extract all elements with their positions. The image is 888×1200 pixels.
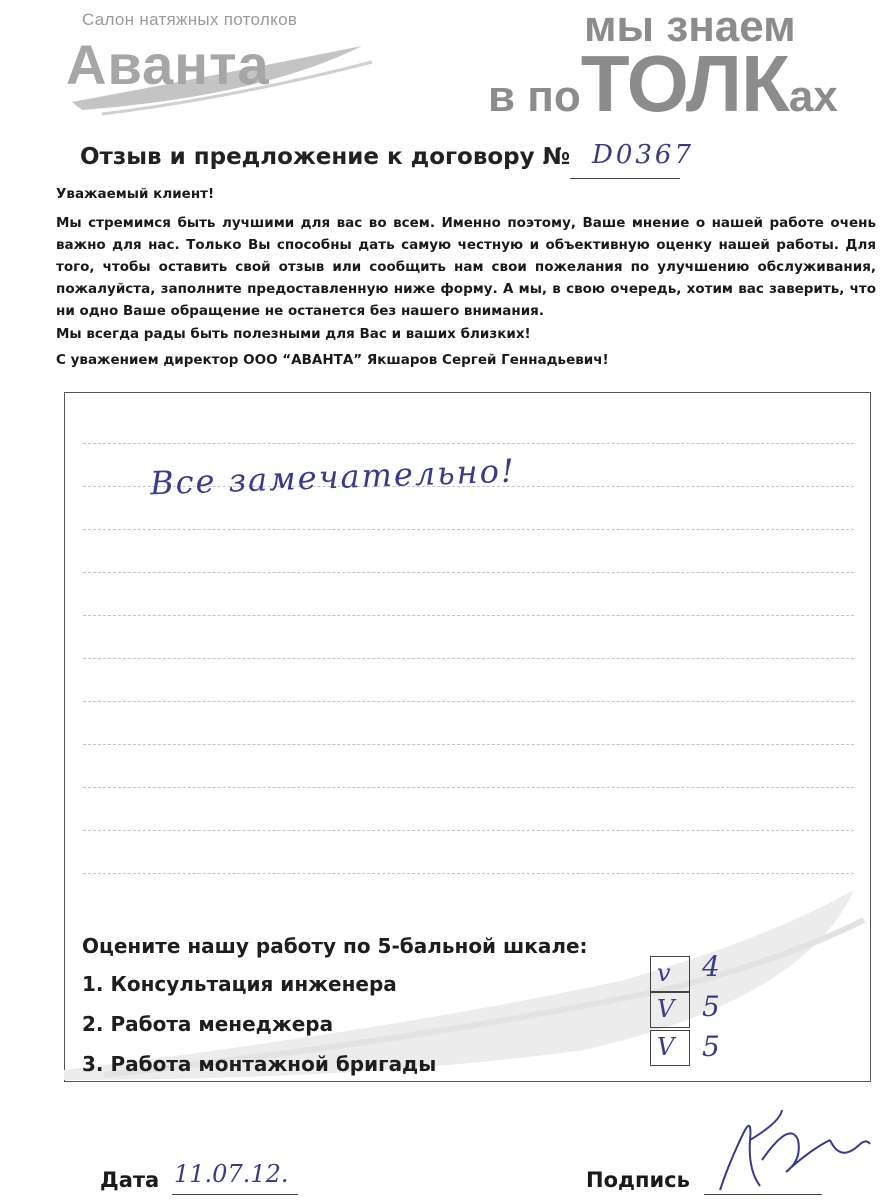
company-logo — [62, 6, 382, 126]
ruled-line — [83, 701, 854, 702]
greeting: Уважаемый клиент! — [56, 186, 215, 202]
criterion-score-1: 4 — [702, 950, 720, 983]
ruled-line — [83, 529, 854, 530]
ruled-line — [83, 873, 854, 874]
criterion-score-3: 5 — [702, 1030, 720, 1063]
ruled-line — [83, 572, 854, 573]
criterion-mark-1: v — [657, 959, 671, 987]
intro-paragraph — [56, 212, 876, 322]
closing-line-1: Мы всегда рады быть полезными для Вас и ваших близких! — [56, 326, 531, 342]
slogan-line1: мы знаем — [584, 2, 796, 51]
criterion-mark-2: V — [657, 995, 675, 1023]
handwritten-feedback: Все замечательно! — [149, 451, 517, 503]
ruled-line — [83, 744, 854, 745]
ruled-line — [83, 787, 854, 788]
slogan-line2 — [488, 38, 838, 130]
criterion-label-1: 1. Консультация инженера — [82, 972, 397, 996]
form-title: Отзыв и предложение к договору № — [80, 144, 571, 170]
criterion-checkbox-2[interactable] — [650, 992, 690, 1028]
ruled-line — [83, 830, 854, 831]
ruled-line — [83, 443, 854, 444]
criterion-checkbox-3[interactable] — [650, 1030, 690, 1066]
rating-heading: Оцените нашу работу по 5-бальной шкале: — [82, 934, 588, 958]
slogan — [488, 2, 868, 128]
criterion-label-3: 3. Работа монтажной бригады — [82, 1052, 437, 1076]
signature-scribble-icon — [690, 1100, 880, 1198]
date-value: 11.07.12. — [174, 1160, 289, 1188]
ruled-line — [83, 615, 854, 616]
intro-text: Мы стремимся быть лучшими для вас во всем. Именно поэтому, Ваше мнение о нашей работе очень важно для нас. Только Вы способны дать самую честную и объективную оценку нашей работы. Для того, чтобы оставить свой отзыв или сообщить нам свои пожелания по улучшению обслуживания, пожалуйста, заполните предоставленную ниже форму. А мы, в свою очередь, хотим вас заверить, что ни одно Ваше обращение не останется без нашего внимания. — [56, 215, 876, 319]
ruled-line — [83, 658, 854, 659]
logo-brand: Аванта — [66, 33, 270, 96]
date-label: Дата — [100, 1168, 160, 1192]
slogan-prefix: в по — [488, 72, 581, 121]
signature-label: Подпись — [586, 1168, 690, 1192]
logo-tagline: Салон натяжных потолков — [82, 10, 298, 29]
closing-line-2: С уважением директор ООО “АВАНТА” Якшаров Сергей Геннадьевич! — [56, 352, 609, 368]
criterion-checkbox-1[interactable] — [650, 956, 690, 992]
slogan-big: ТОЛК — [580, 39, 789, 128]
contract-number-field[interactable] — [570, 140, 695, 179]
slogan-suffix: ах — [788, 72, 838, 121]
criterion-score-2: 5 — [702, 990, 720, 1023]
date-field[interactable] — [172, 1158, 298, 1195]
criterion-label-2: 2. Работа менеджера — [82, 1012, 334, 1036]
criterion-mark-3: V — [657, 1033, 675, 1061]
contract-number-value: D0367 — [592, 140, 695, 170]
